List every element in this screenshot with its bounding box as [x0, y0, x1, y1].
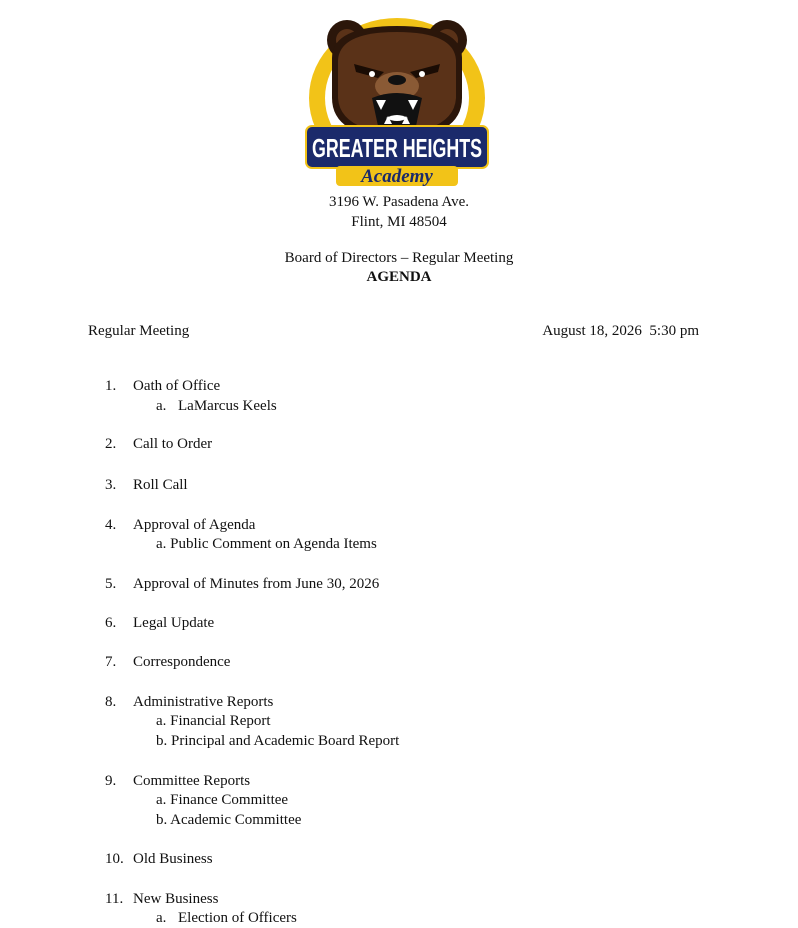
logo-brand-line1: GREATER HEIGHTS	[312, 133, 482, 163]
bear-mouth	[372, 93, 422, 130]
meeting-date-time: August 18, 2026 5:30 pm	[542, 323, 699, 339]
greater-heights-academy-logo	[302, 18, 492, 190]
agenda-title: AGENDA	[366, 269, 432, 285]
bear-right-eye	[419, 71, 425, 77]
bear-left-eye	[369, 71, 375, 77]
address-line-1: 3196 W. Pasadena Ave.	[328, 194, 470, 210]
bear-nose	[388, 75, 406, 85]
meeting-type: Regular Meeting	[88, 323, 190, 339]
meeting-title: Board of Directors – Regular Meeting	[284, 250, 514, 266]
address-line-2: Flint, MI 48504	[351, 214, 447, 230]
logo-brand-line2: Academy	[361, 166, 433, 187]
